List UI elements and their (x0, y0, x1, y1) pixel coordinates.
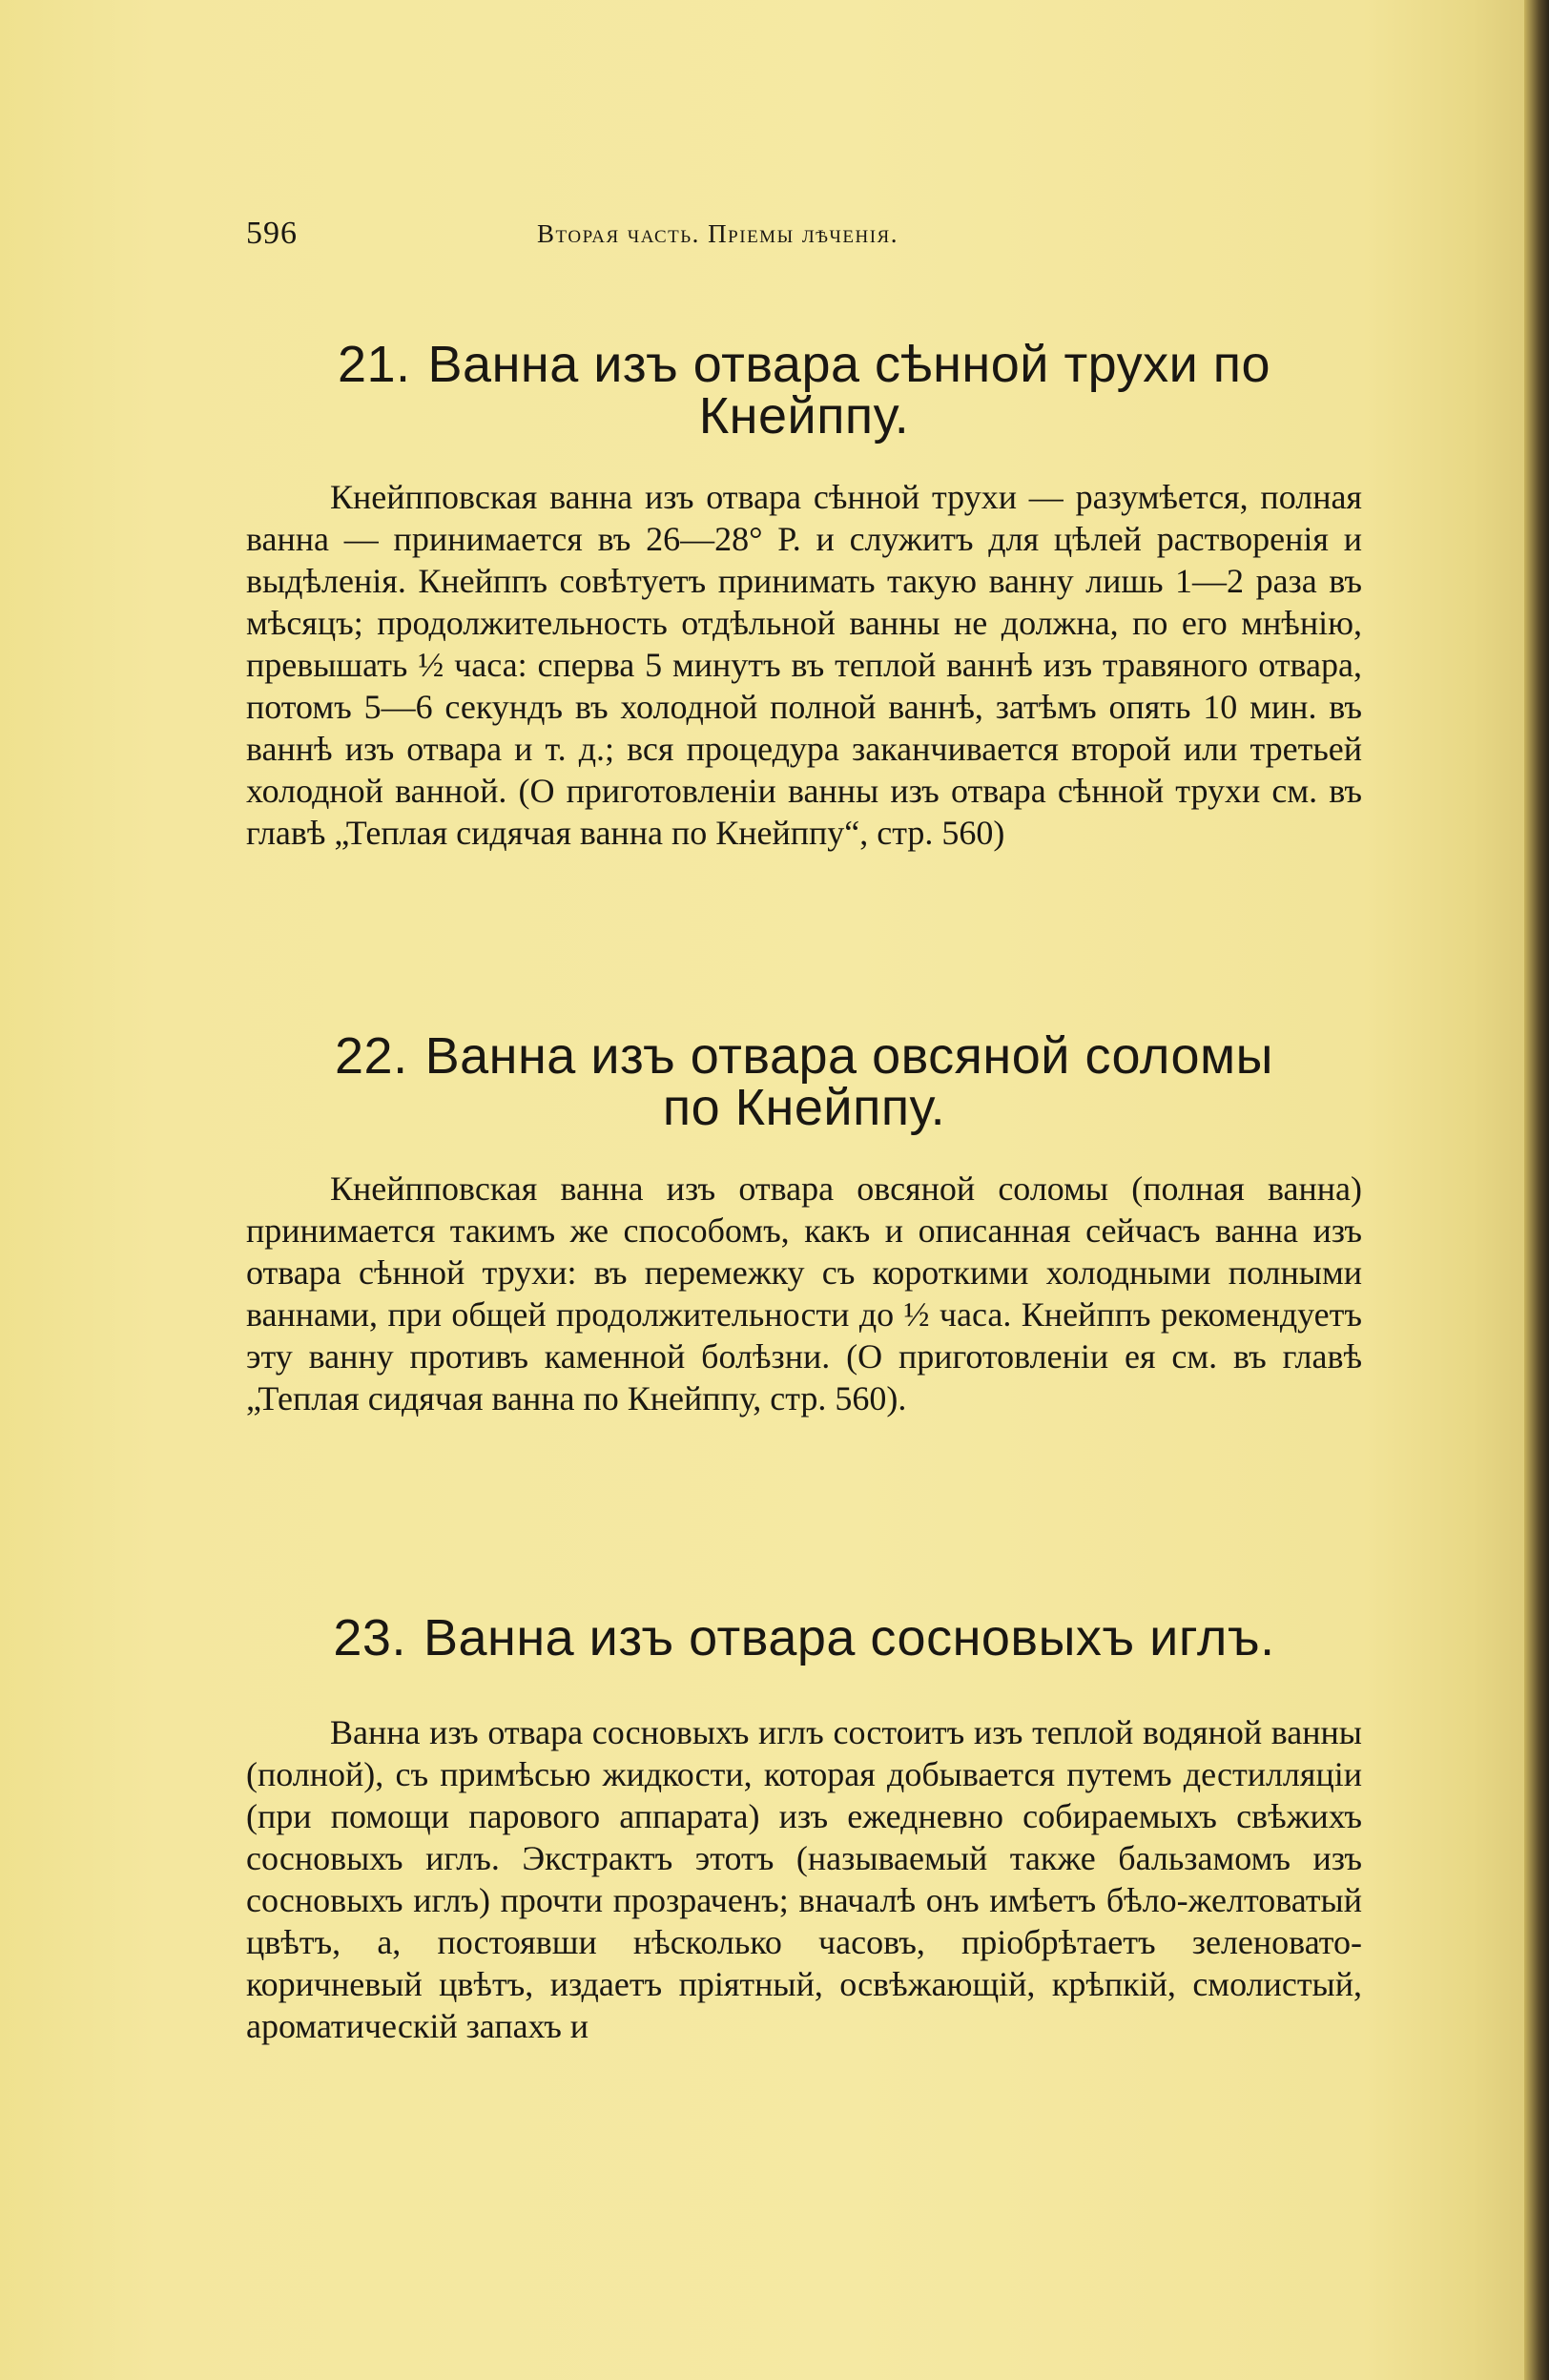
section-21 (246, 336, 1362, 854)
running-head-title: Вторая часть. Пріемы лѣченія. (537, 219, 898, 248)
section-paragraph: Кнейпповская ванна изъ отвара овсяной соломы (полная ванна) принимается такимъ же способомъ, какъ и описанная сейчасъ ванна изъ отвара сѣнной трухи: въ перемежку съ короткими холодными полными ваннами, при общей продолжительности до ½ часа. Кнейппъ рекомендуетъ эту ванну противъ каменной болѣзни. (О приготовленіи ея см. въ главѣ „Теплая сидячая ванна по Кнейппу, стр. 560). (246, 1169, 1362, 1418)
section-heading-line1: Ванна изъ отвара сѣнной трухи по (427, 336, 1271, 393)
section-heading-line1: Ванна изъ отвара овсяной соломы (424, 1027, 1273, 1085)
section-heading (246, 1027, 1362, 1136)
running-head (246, 216, 1105, 259)
section-heading (246, 1609, 1362, 1666)
section-number: 21. (337, 336, 411, 393)
page-edge-shadow (1524, 0, 1549, 2380)
section-heading (246, 336, 1362, 445)
section-paragraph: Кнейпповская ванна изъ отвара сѣнной трухи — разумѣется, полная ванна — принимается въ 26—28° Р. и служитъ для цѣлей растворенія и выдѣленія. Кнейппъ совѣтуетъ принимать такую ванну лишь 1—2 раза въ мѣсяцъ; продолжительность отдѣльной ванны не должна, по его мнѣнію, превышать ½ часа: сперва 5 минутъ въ теплой ваннѣ изъ травяного отвара, потомъ 5—6 секундъ въ холодной полной ваннѣ, затѣмъ опять 10 мин. въ ваннѣ изъ отвара и т. д.; вся процедура заканчивается второй или третьей холодной ванной. (О приготовленіи ванны изъ отвара сѣнной трухи см. въ главѣ „Теплая сидячая ванна по Кнейппу“, стр. 560) (246, 478, 1362, 852)
section-23 (246, 1609, 1362, 2047)
section-22 (246, 1027, 1362, 1419)
section-heading-line1: Ванна изъ отвара сосновыхъ иглъ. (423, 1609, 1275, 1666)
section-paragraph: Ванна изъ отвара сосновыхъ иглъ состоитъ изъ теплой водяной ванны (полной), съ примѣсью жидкости, которая добывается путемъ дестилляціи (при помощи парового аппарата) изъ ежедневно собираемыхъ свѣжихъ сосновыхъ иглъ. Экстрактъ этотъ (называемый также бальзамомъ изъ сосновыхъ иглъ) прочти прозраченъ; вначалѣ онъ имѣетъ бѣло-желтоватый цвѣтъ, а, постоявши нѣсколько часовъ, пріобрѣтаетъ зеленовато-коричневый цвѣтъ, издаетъ пріятный, освѣжающій, крѣпкій, смолистый, ароматическій запахъ и (246, 1713, 1362, 2045)
page-number: 596 (246, 216, 298, 251)
section-number: 22. (335, 1027, 408, 1085)
section-number: 23. (333, 1609, 406, 1666)
section-heading-line2: по Кнейппу. (662, 1079, 946, 1136)
section-heading-line2: Кнейппу. (698, 387, 910, 445)
